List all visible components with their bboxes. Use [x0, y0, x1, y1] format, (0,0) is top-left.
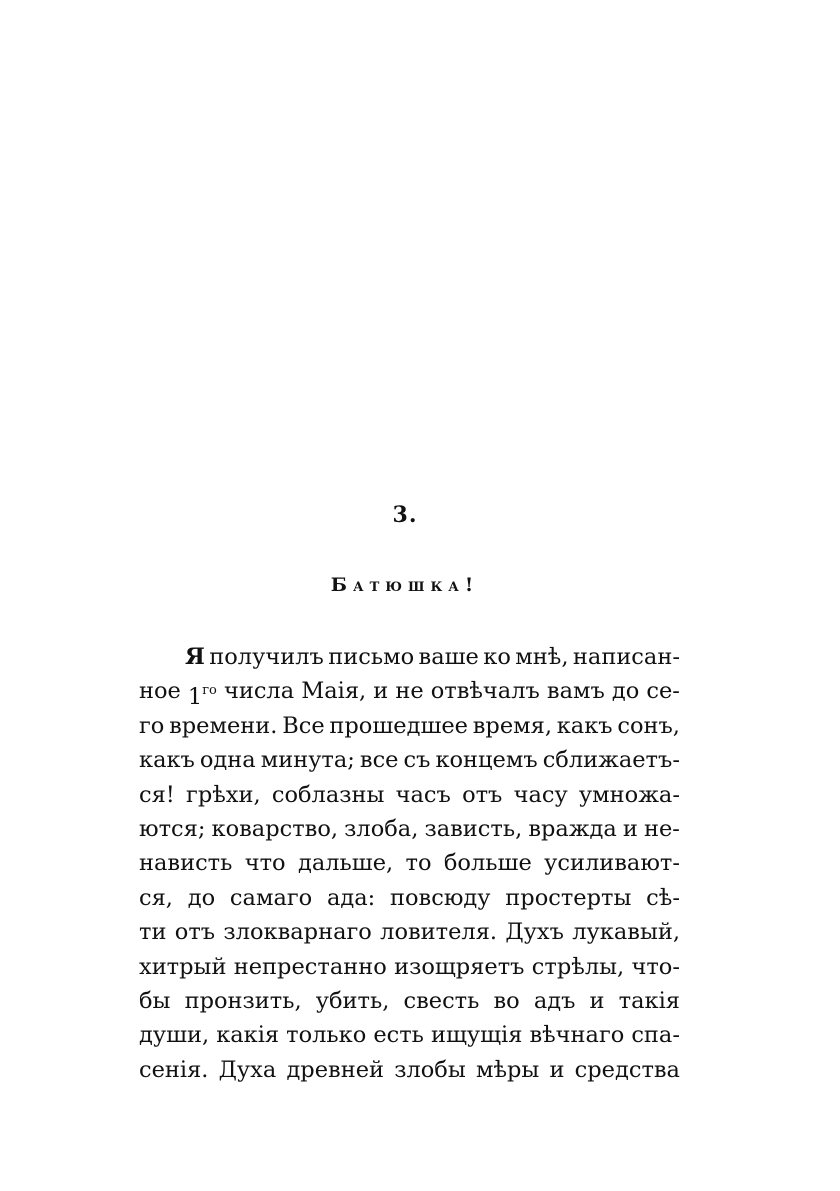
word: мнѣ,	[515, 644, 569, 670]
word: получилъ	[209, 644, 324, 670]
text-line	[139, 915, 680, 949]
word: больше	[443, 850, 532, 877]
word: Духъ	[505, 919, 564, 946]
word: повсюду	[390, 884, 491, 911]
word: ное	[139, 678, 181, 705]
word: во	[493, 987, 520, 1014]
word: вражда	[528, 815, 617, 842]
word: съ	[403, 747, 431, 774]
letter-number: 3.	[392, 502, 418, 528]
word: коварство,	[211, 815, 339, 842]
word: убить,	[315, 987, 390, 1014]
word: ищущія	[430, 1022, 523, 1049]
text-line	[139, 984, 680, 1018]
word: изощряетъ	[394, 953, 525, 980]
word: числа	[223, 678, 295, 705]
word: и	[549, 1056, 565, 1083]
word: адъ	[533, 987, 576, 1014]
word: вѣчнаго	[529, 1022, 625, 1049]
word: самаго	[229, 884, 313, 911]
word: одна	[199, 747, 256, 774]
ordinal-number	[187, 674, 217, 711]
word: усиливают-	[544, 850, 680, 877]
word: отъ	[174, 919, 216, 946]
word: злокварнаго	[223, 919, 372, 946]
word: и	[589, 987, 605, 1014]
word: ти	[139, 919, 167, 946]
word: ваше	[418, 644, 479, 670]
text-line	[139, 778, 680, 812]
word: средства	[574, 1056, 680, 1083]
word: до	[187, 884, 216, 911]
word: не	[395, 678, 424, 705]
word: души,	[139, 1022, 210, 1049]
word: простерты	[505, 884, 632, 911]
word: и	[373, 678, 389, 705]
text-line	[185, 640, 680, 674]
text-line	[139, 709, 680, 743]
word: ада:	[326, 884, 376, 911]
word: Все	[282, 712, 325, 739]
word: вамъ	[546, 678, 605, 705]
word: ловителя.	[380, 919, 498, 946]
word: Духа	[218, 1056, 277, 1083]
word: умножа-	[578, 781, 680, 808]
word: злоба,	[344, 815, 419, 842]
text-line	[139, 881, 680, 915]
word: какъ	[139, 747, 195, 774]
word: часъ	[395, 781, 451, 808]
word: отъ	[462, 781, 503, 808]
word: такія	[618, 987, 680, 1014]
text-line	[139, 846, 680, 880]
word: се-	[646, 678, 680, 705]
word: сѣ-	[646, 884, 680, 911]
word: минута;	[260, 747, 355, 774]
word: отвѣчалъ	[430, 678, 540, 705]
word: какія	[216, 1022, 280, 1049]
word: бы	[139, 987, 171, 1014]
word: все	[359, 747, 399, 774]
word: лукавый,	[572, 919, 680, 946]
word: древней	[286, 1056, 385, 1083]
word: го	[139, 712, 165, 739]
text-line	[139, 1018, 680, 1052]
text-line	[139, 950, 680, 984]
word: концемъ	[435, 747, 538, 774]
word: времени.	[169, 712, 278, 739]
word: непрестанно	[233, 953, 387, 980]
text-line	[139, 812, 680, 846]
word: ся,	[139, 884, 173, 911]
text-line	[139, 1053, 680, 1087]
word: ко	[483, 644, 511, 670]
word: 1	[187, 684, 203, 711]
word: сонъ,	[617, 712, 680, 739]
word: грѣхи,	[186, 781, 261, 808]
word: стрѣлы,	[531, 953, 625, 980]
word: прошедшее	[329, 712, 468, 739]
word: написан-	[572, 644, 680, 670]
word: письмо	[328, 644, 415, 670]
word: свесть	[403, 987, 480, 1014]
text-line	[139, 743, 680, 777]
word: только	[286, 1022, 367, 1049]
word: то	[405, 850, 432, 877]
word: сближаетъ-	[542, 747, 680, 774]
word: что-	[631, 953, 680, 980]
word: зависть,	[424, 815, 523, 842]
word: время,	[472, 712, 552, 739]
word: Я	[185, 644, 205, 670]
text-line	[139, 674, 680, 711]
salutation: Батюшка!	[330, 574, 480, 596]
ordinal-suffix: го	[202, 683, 217, 699]
word: ся!	[139, 781, 175, 808]
word: спа-	[631, 1022, 680, 1049]
word: до	[611, 678, 640, 705]
word: есть	[373, 1022, 424, 1049]
word: ются;	[139, 815, 206, 842]
letter-body	[139, 640, 680, 1087]
word: какъ	[556, 712, 613, 739]
word: хитрый	[139, 953, 227, 980]
word: сенія.	[139, 1056, 209, 1083]
word: мѣры	[475, 1056, 540, 1083]
word: пронзить,	[184, 987, 302, 1014]
word: дальше,	[297, 850, 394, 877]
word: злобы	[394, 1056, 466, 1083]
word: и	[622, 815, 638, 842]
word: что	[244, 850, 286, 877]
word: соблазны	[271, 781, 385, 808]
word: Маія,	[301, 678, 367, 705]
word: нависть	[139, 850, 233, 877]
word: не-	[644, 815, 680, 842]
word: часу	[513, 781, 568, 808]
